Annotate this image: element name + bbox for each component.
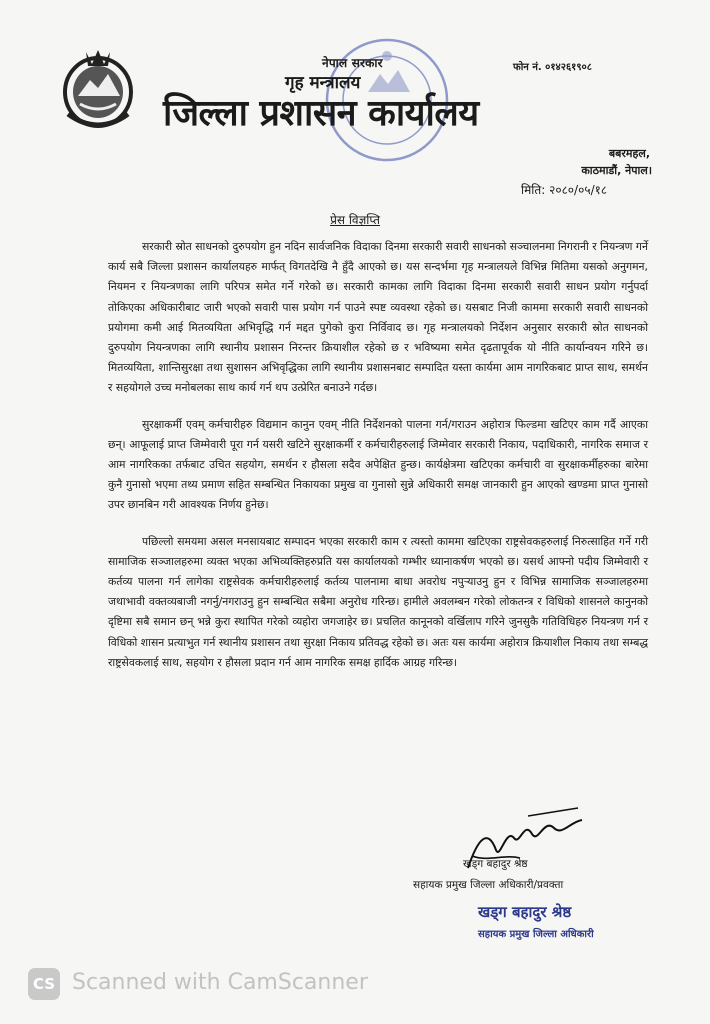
paragraph: पछिल्लो समयमा असल मनसायबाट सम्पादन भएका सरकारी काम र त्यस्तो काममा खटिएका राष्ट्रसेवकहरुलाई निरुत्साहित गर्ने गरी सामाजिक सञ्जालहरुमा व्यक्त भएका अभिव्यक्तिहरुप्रति यस कार्यालयको गम्भीर ध्यानाकर्षण भएको छ। यसर्थ आफ्नो पदीय जिम्मेवारी र कर्तव्य पालना गर्न लागेका राष्ट्रसेवक कर्मचारीहरुलाई कर्तव्य पालनामा बाधा अवरोध नपुऱ्याउनु हुन र विभिन्न सामाजिक सञ्जालहरुमा जथाभावी वक्तव्यबाजी नगर्नु/नगराउनु हुन सम्बन्धित सबैमा अनुरोध गरिन्छ। हामीले अवलम्बन गरेको लोकतन्त्र र विधिको शासनले कानुनको दृष्टिमा सबै समान छन् भन्ने कुरा स्थापित गरेको व्यहोरा जगजाहेर छ। प्रचलित कानूनको वर्खिलाप गरिने जुनसुकै गतिविधिहरु नियन्त्रण गर्न र विधिको शासन प्रत्याभुत गर्न स्थानीय प्रशासन तथा सुरक्षा निकाय प्रतिवद्ध रहेको छ। अतः यस कार्यमा अहोरात्र क्रियाशील निकाय तथा सम्बद्ध राष्ट्रसेवकलाई साथ, सहयोग र हौसला प्रदान गर्न आम नागरिक समक्ष हार्दिक आग्रह गरिन्छ। [108,534,648,669]
address-line-2: काठमाडौं, नेपाल। [581,164,652,177]
press-release-title: प्रेस विज्ञप्ति [330,213,380,227]
address-line-1: बबरमहल, [608,147,650,160]
press-release-body [108,237,648,689]
stamp-title: सहायक प्रमुख जिल्ला अधिकारी [478,929,594,940]
camscanner-watermark: Scanned with CamScanner [72,970,368,995]
signatory-name: खड्ग बहादुर श्रेष्ठ [463,858,528,870]
phone-number: फोन नं. ०१४२६१९०८ [513,62,592,73]
stamp-name: खड्ग बहादुर श्रेष्ठ [478,903,572,921]
government-name: नेपाल सरकार [322,56,383,70]
office-name: जिल्ला प्रशासन कार्यालय [163,93,479,134]
nepal-emblem-icon [58,44,138,132]
ministry-name: गृह मन्त्रालय [285,73,361,93]
signatory-designation: सहायक प्रमुख जिल्ला अधिकारी/प्रवक्ता [413,879,564,891]
camscanner-logo-icon: CS [28,968,60,1000]
paragraph: सरकारी स्रोत साधनको दुरुपयोग हुन नदिन सार्वजनिक विदाका दिनमा सरकारी सवारी साधनको सञ्चालनमा निगरानी र नियन्त्रण गर्ने कार्य सबै जिल्ला प्रशासन कार्यालयहरु मार्फत् विगतदेखि नै हुँदै आएको छ। यस सन्दर्भमा गृह मन्त्रालयले विभिन्न मितिमा यसको अनुगमन, नियमन र नियन्त्रणका लागि परिपत्र समेत गर्ने गरेको छ। सरकारी कामका लागि विदाका दिनमा सरकारी सवारी साधन प्रयोग गर्नुपर्दा तोकिएका अधिकारीबाट जारी भएको सवारी पास प्रयोग गर्न पाउने स्पष्ट व्यवस्था रहेको छ। यसबाट निजी काममा सरकारी सवारी साधनको प्रयोगमा कमी आई मितव्ययिता अभिवृद्धि गर्न मद्दत पुगेको कुरा निर्विवाद छ। गृह मन्त्रालयको निर्देशन अनुसार सरकारी स्रोत साधनको दुरुपयोग नियन्त्रणका लागि स्थानीय प्रशासन निरन्तर क्रियाशील रहेको छ र भविष्यमा समेत दृढतापूर्वक यो नीति कार्यान्वयन गरिने छ। मितव्ययिता, शान्तिसुरक्षा तथा सुशासन अभिवृद्धिका लागि स्थानीय प्रशासनबाट सम्पादित यस्ता कार्यमा आम नागरिकबाट प्राप्त साथ, समर्थन र सहयोगले उच्च मनोबलका साथ कार्य गर्न थप उत्प्रेरित बनाउने गर्दछ। [108,240,648,395]
issue-date: मिति: २०८०/०५/१८ [521,183,608,197]
paragraph: सुरक्षाकर्मी एवम् कर्मचारीहरु विद्यमान कानुन एवम् नीति निर्देशनको पालना गर्न/गराउन अहोरात्र फिल्डमा खटिएर काम गर्दै आएका छन्। आफूलाई प्राप्त जिम्मेवारी पूरा गर्न यसरी खटिने सुरक्षाकर्मी र कर्मचारीहरुलाई जिम्मेवार सरकारी निकाय, पदाधिकारी, नागरिक समाज र आम नागरिकका तर्फबाट उचित सहयोग, समर्थन र हौसला सदैव अपेक्षित हुन्छ। कार्यक्षेत्रमा खटिएका कर्मचारी वा सुरक्षाकर्मीहरुका बारेमा कुनै गुनासो भएमा तथ्य प्रमाण सहित सम्बन्धित निकायका प्रमुख वा गुनासो सुन्ने अधिकारी समक्ष जानकारी हुन आएको खण्डमा प्राप्त गुनासो उपर छानबिन गरी आवश्यक निर्णय हुनेछ। [108,417,648,512]
